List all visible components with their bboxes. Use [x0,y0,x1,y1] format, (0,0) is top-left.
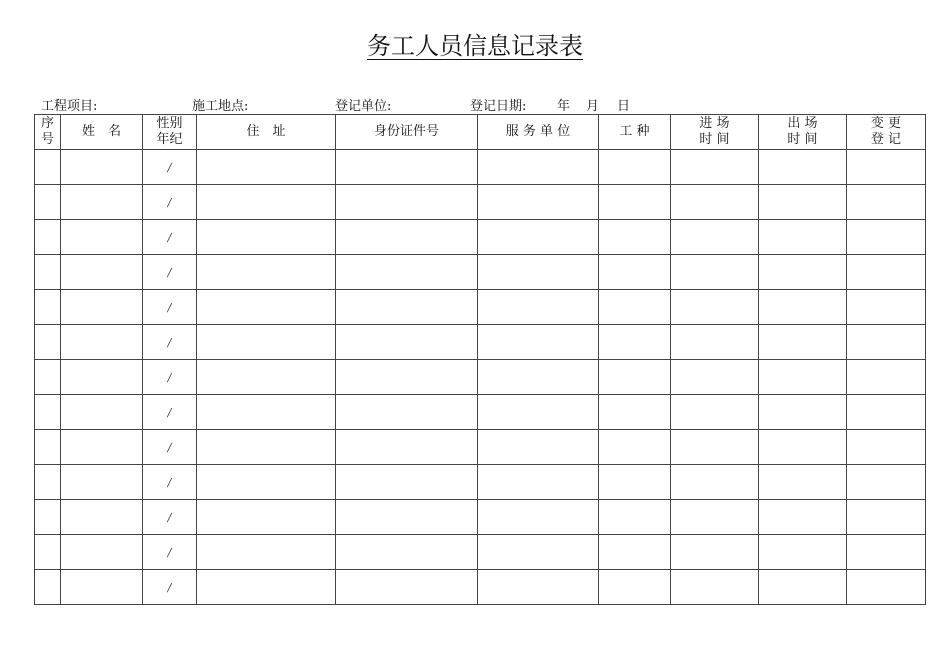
cell-gender-age[interactable]: / [143,220,197,255]
cell-name[interactable] [61,570,143,605]
cell-change-record[interactable] [847,465,926,500]
cell-id-number[interactable] [336,255,478,290]
cell-address[interactable] [197,220,336,255]
site-label: 施工地点: [192,99,249,114]
header-change-record-line2: 登 记 [870,132,902,147]
cell-job-type[interactable] [599,150,671,185]
cell-seq[interactable] [35,325,61,360]
cell-name[interactable] [61,465,143,500]
header-id-number-line1: 身份证件号 [373,124,439,139]
cell-exit-time[interactable] [759,570,847,605]
cell-gender-age[interactable]: / [143,395,197,430]
cell-entry-time[interactable] [671,535,759,570]
header-id-number [336,115,478,150]
cell-id-number[interactable] [336,325,478,360]
cell-service-unit[interactable] [478,535,599,570]
cell-exit-time[interactable] [759,150,847,185]
header-service-unit-line1: 服 务 单 位 [505,124,571,139]
cell-exit-time[interactable] [759,255,847,290]
cell-seq[interactable] [35,430,61,465]
cell-gender-age[interactable]: / [143,500,197,535]
header-service-unit [478,115,599,150]
cell-change-record[interactable] [847,430,926,465]
header-exit-time-line1: 出 场 [787,116,818,131]
cell-job-type[interactable] [599,535,671,570]
date-year: 年 [557,99,571,114]
cell-service-unit[interactable] [478,465,599,500]
cell-address[interactable] [197,185,336,220]
cell-gender-age[interactable]: / [143,290,197,325]
cell-service-unit[interactable] [478,185,599,220]
cell-service-unit[interactable] [478,570,599,605]
cell-exit-time[interactable] [759,395,847,430]
header-seq-line2: 号 [40,132,54,147]
cell-seq[interactable] [35,395,61,430]
table-row [35,535,926,570]
header-entry-time-line2: 时 间 [699,132,730,147]
cell-seq[interactable] [35,185,61,220]
cell-entry-time[interactable] [671,570,759,605]
table-row [35,325,926,360]
cell-exit-time[interactable] [759,430,847,465]
cell-entry-time[interactable] [671,500,759,535]
cell-change-record[interactable] [847,150,926,185]
cell-address[interactable] [197,465,336,500]
header-address-line1: 住 址 [246,124,286,139]
cell-gender-age[interactable]: / [143,185,197,220]
cell-service-unit[interactable] [478,150,599,185]
cell-name[interactable] [61,395,143,430]
cell-entry-time[interactable] [671,325,759,360]
table-row [35,255,926,290]
cell-id-number[interactable] [336,220,478,255]
cell-change-record[interactable] [847,360,926,395]
header-row [35,115,926,150]
cell-change-record[interactable] [847,570,926,605]
table-row [35,430,926,465]
cell-seq[interactable] [35,255,61,290]
date-month: 月 [586,99,600,114]
cell-name[interactable] [61,255,143,290]
cell-name[interactable] [61,430,143,465]
table-row [35,395,926,430]
cell-job-type[interactable] [599,570,671,605]
header-job-type [599,115,671,150]
cell-change-record[interactable] [847,290,926,325]
cell-entry-time[interactable] [671,185,759,220]
cell-service-unit[interactable] [478,325,599,360]
date-day: 日 [617,99,631,114]
worker-record-table [34,114,926,605]
cell-service-unit[interactable] [478,500,599,535]
cell-seq[interactable] [35,150,61,185]
cell-address[interactable] [197,500,336,535]
cell-entry-time[interactable] [671,150,759,185]
cell-name[interactable] [61,500,143,535]
cell-name[interactable] [61,325,143,360]
cell-exit-time[interactable] [759,465,847,500]
cell-seq[interactable] [35,290,61,325]
cell-address[interactable] [197,255,336,290]
table-row [35,465,926,500]
cell-service-unit[interactable] [478,220,599,255]
cell-entry-time[interactable] [671,220,759,255]
table-row [35,290,926,325]
cell-entry-time[interactable] [671,430,759,465]
cell-service-unit[interactable] [478,430,599,465]
cell-gender-age[interactable]: / [143,255,197,290]
cell-seq[interactable] [35,500,61,535]
info-line [0,95,950,113]
cell-gender-age[interactable]: / [143,535,197,570]
header-seq-line1: 序 [40,116,54,131]
cell-id-number[interactable] [336,465,478,500]
cell-change-record[interactable] [847,500,926,535]
cell-seq[interactable] [35,570,61,605]
cell-id-number[interactable] [336,535,478,570]
cell-change-record[interactable] [847,395,926,430]
header-entry-time [671,115,759,150]
cell-gender-age[interactable]: / [143,150,197,185]
header-change-record-line1: 变 更 [870,116,902,131]
cell-exit-time[interactable] [759,185,847,220]
cell-address[interactable] [197,360,336,395]
cell-gender-age[interactable]: / [143,325,197,360]
cell-id-number[interactable] [336,360,478,395]
unit-label: 登记单位: [335,99,392,114]
cell-gender-age[interactable]: / [143,465,197,500]
header-name-line1: 姓 名 [81,124,121,139]
table-row [35,185,926,220]
cell-service-unit[interactable] [478,395,599,430]
table-body [35,150,926,605]
cell-job-type[interactable] [599,185,671,220]
header-entry-time-line1: 进 场 [699,116,730,131]
cell-entry-time[interactable] [671,290,759,325]
cell-seq[interactable] [35,535,61,570]
cell-id-number[interactable] [336,430,478,465]
table-row [35,220,926,255]
table-row [35,570,926,605]
table-row [35,150,926,185]
cell-exit-time[interactable] [759,535,847,570]
header-seq [35,115,61,150]
cell-seq[interactable] [35,465,61,500]
cell-exit-time[interactable] [759,500,847,535]
project-label: 工程项目: [41,99,98,114]
form-title-wrap [0,26,950,61]
cell-name[interactable] [61,150,143,185]
cell-id-number[interactable] [336,395,478,430]
cell-exit-time[interactable] [759,360,847,395]
cell-address[interactable] [197,325,336,360]
header-address [197,115,336,150]
cell-address[interactable] [197,290,336,325]
cell-seq[interactable] [35,220,61,255]
cell-entry-time[interactable] [671,360,759,395]
cell-job-type[interactable] [599,395,671,430]
cell-exit-time[interactable] [759,290,847,325]
cell-name[interactable] [61,535,143,570]
cell-service-unit[interactable] [478,360,599,395]
table-row [35,500,926,535]
cell-address[interactable] [197,570,336,605]
cell-job-type[interactable] [599,360,671,395]
header-gender-age [143,115,197,150]
cell-job-type[interactable] [599,255,671,290]
cell-name[interactable] [61,290,143,325]
cell-id-number[interactable] [336,500,478,535]
cell-id-number[interactable] [336,150,478,185]
cell-job-type[interactable] [599,290,671,325]
cell-seq[interactable] [35,360,61,395]
cell-service-unit[interactable] [478,255,599,290]
cell-id-number[interactable] [336,570,478,605]
form-title: 务工人员信息记录表 [367,32,583,60]
cell-address[interactable] [197,430,336,465]
cell-entry-time[interactable] [671,255,759,290]
header-gender-age-line1: 性别 [156,116,183,131]
cell-gender-age[interactable]: / [143,360,197,395]
cell-id-number[interactable] [336,185,478,220]
cell-address[interactable] [197,395,336,430]
date-label: 登记日期: [470,99,527,114]
cell-gender-age[interactable]: / [143,570,197,605]
cell-change-record[interactable] [847,535,926,570]
cell-job-type[interactable] [599,500,671,535]
cell-exit-time[interactable] [759,325,847,360]
cell-change-record[interactable] [847,255,926,290]
cell-address[interactable] [197,535,336,570]
cell-name[interactable] [61,185,143,220]
cell-job-type[interactable] [599,465,671,500]
cell-job-type[interactable] [599,430,671,465]
cell-change-record[interactable] [847,220,926,255]
cell-change-record[interactable] [847,325,926,360]
table-row [35,360,926,395]
header-gender-age-line2: 年纪 [156,132,183,147]
cell-entry-time[interactable] [671,465,759,500]
cell-exit-time[interactable] [759,220,847,255]
cell-entry-time[interactable] [671,395,759,430]
cell-address[interactable] [197,150,336,185]
cell-name[interactable] [61,220,143,255]
header-change-record [847,115,926,150]
cell-id-number[interactable] [336,290,478,325]
cell-job-type[interactable] [599,220,671,255]
cell-name[interactable] [61,360,143,395]
cell-change-record[interactable] [847,185,926,220]
header-name [61,115,143,150]
cell-gender-age[interactable]: / [143,430,197,465]
cell-job-type[interactable] [599,325,671,360]
cell-service-unit[interactable] [478,290,599,325]
header-exit-time [759,115,847,150]
header-job-type-line1: 工 种 [619,124,650,139]
header-exit-time-line2: 时 间 [787,132,818,147]
